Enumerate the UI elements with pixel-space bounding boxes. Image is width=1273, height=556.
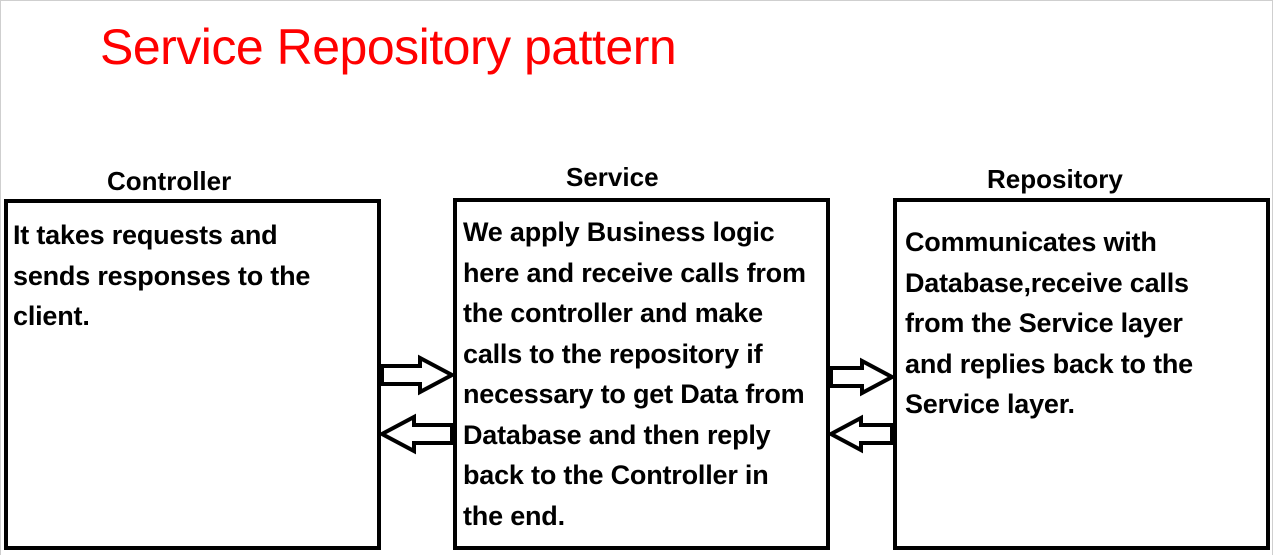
arrow-service-to-controller <box>382 417 452 451</box>
controller-heading: Controller <box>107 166 232 196</box>
page-title: Service Repository pattern <box>100 19 677 75</box>
service-description: We apply Business logic here and receive calls from the controller and make calls to the repository if necessary to get Data from Database and then reply back to the Controller in the end. <box>463 217 806 531</box>
arrow-controller-to-service <box>382 358 452 392</box>
arrow-repository-to-service <box>831 418 892 450</box>
service-heading: Service <box>566 162 659 192</box>
controller-description: It takes requests and sends responses to the client. <box>13 220 311 331</box>
repository-heading: Repository <box>987 164 1123 194</box>
arrow-service-to-repository <box>831 361 892 393</box>
repository-description: Communicates with Database,receive calls from the Service layer and replies back to the Service layer. <box>905 227 1193 419</box>
